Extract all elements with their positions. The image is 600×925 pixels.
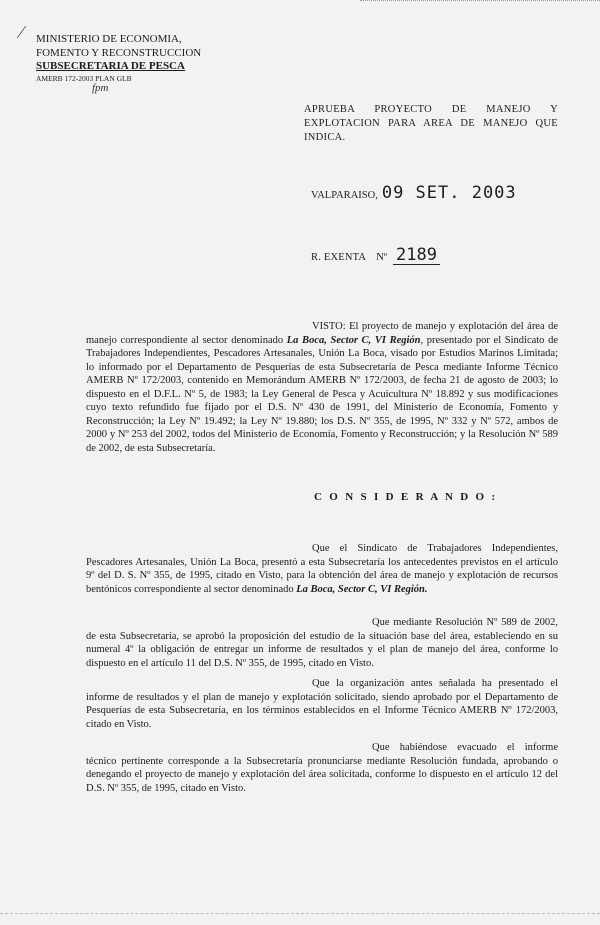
handwritten-initials: fpm bbox=[92, 82, 109, 94]
date-line bbox=[311, 183, 517, 203]
visto-paragraph bbox=[86, 320, 558, 455]
considerando-paragraph-1 bbox=[86, 542, 558, 596]
scan-bottom-edge bbox=[0, 913, 600, 915]
subsecretaria-name: SUBSECRETARIA DE PESCA bbox=[36, 60, 185, 72]
resolution-number: 2189 bbox=[393, 246, 440, 265]
ministry-name: MINISTERIO DE ECONOMIA, bbox=[36, 33, 182, 45]
file-reference: AMERB 172-2003 PLAN GLB bbox=[36, 73, 132, 83]
visto-text-1: El proyecto de manejo y explotación del área de manejo correspondiente al sector denominado bbox=[86, 321, 558, 346]
date-place: VALPARAISO, bbox=[311, 190, 378, 201]
letterhead bbox=[36, 33, 236, 84]
date-value: 09 SET. 2003 bbox=[381, 183, 517, 203]
margin-mark-icon: ⁄ bbox=[20, 22, 24, 42]
visto-place: La Boca, Sector C, VI Región bbox=[286, 334, 421, 346]
ministry-name-2: FOMENTO Y RECONSTRUCCION bbox=[36, 46, 202, 59]
considerando-paragraph-3: Que la organización antes señalada ha presentado el informe de resultados y el plan de manejo y explotación solicitado, siendo aprobado por el Departamento de Pesquerías de esta Subsecretaría, en los términos establecidos en el Informe Técnico AMERB Nº 172/2003, citado en Visto. bbox=[86, 678, 558, 730]
resolution-label: R. EXENTA bbox=[311, 252, 367, 263]
number-label: Nº bbox=[376, 252, 388, 263]
c1-place: La Boca, Sector C, VI Región. bbox=[296, 583, 428, 595]
scan-top-edge bbox=[360, 0, 600, 3]
c1-text: Que el Sindicato de Trabajadores Independientes, Pescadores Artesanales, Unión La Boca, presentó a esta Subsecretaría los antecedentes previstos en el artículo 9º del D. S. Nº 355, de 1995, citado en Visto, para la obtención del área de manejo y explotación de recursos bentónicos correspondiente al sector denominado bbox=[86, 543, 558, 595]
visto-lead: VISTO: bbox=[312, 321, 346, 332]
document-subject: APRUEBA PROYECTO DE MANEJO Y EXPLOTACION PARA AREA DE MANEJO QUE INDICA. bbox=[304, 104, 558, 143]
faded-stamp bbox=[104, 101, 174, 131]
resolution-number-line bbox=[311, 246, 440, 265]
considerando-paragraph-4: Que habiéndose evacuado el informe técnico pertinente corresponde a la Subsecretaría pronunciarse mediante Resolución fundada, aprobando o denegando el proyecto de manejo y explotación del área solicitada, conforme lo dispuesto en el artículo 12 del D.S. Nº 355, de 1995, citado en Visto. bbox=[86, 742, 558, 794]
considerando-heading: C O N S I D E R A N D O : bbox=[314, 491, 498, 503]
considerando-paragraph-2: Que mediante Resolución Nº 589 de 2002, de esta Subsecretaría, se aprobó la proposición del estudio de la situación base del área, estableciendo en su numeral 4º la obligación de entregar un informe de resultados y el plan de manejo del área, conforme lo dispuesto en el artículo 11 del D.S. Nº 355, de 1995, citado en Visto. bbox=[86, 617, 558, 669]
visto-text-2: , presentado por el Sindicato de Trabajadores Independientes, Pescadores Artesanales, Unión La Boca, visado por Estudios Marinos Limitada; lo informado por el Departamento de Pesquerías de esta Subsecretaría de Pesca mediante Informe Técnico AMERB Nº 172/2003, contenido en Memorándum AMERB Nº 172/2003, de fecha 21 de agosto de 2003; lo dispuesto en el D.F.L. Nº 5, de 1983; la Ley General de Pesca y Acuicultura Nº 18.892 y sus modificaciones cuyo texto refundido fue fijado por el D.S. Nº 430 de 1991, del Ministerio de Economía, Fomento y Reconstrucción; la Ley Nº 19.492; la Ley Nº 19.880; los D.S. Nº 355, de 1995, Nº 332 y Nº 572, ambos de 2000 y Nº 253 del 2002, todos del Ministerio de Economía, Fomento y Reconstrucción; y la Resolución Nº 589 de 2002, de esta Subsecretaría. bbox=[86, 334, 558, 454]
